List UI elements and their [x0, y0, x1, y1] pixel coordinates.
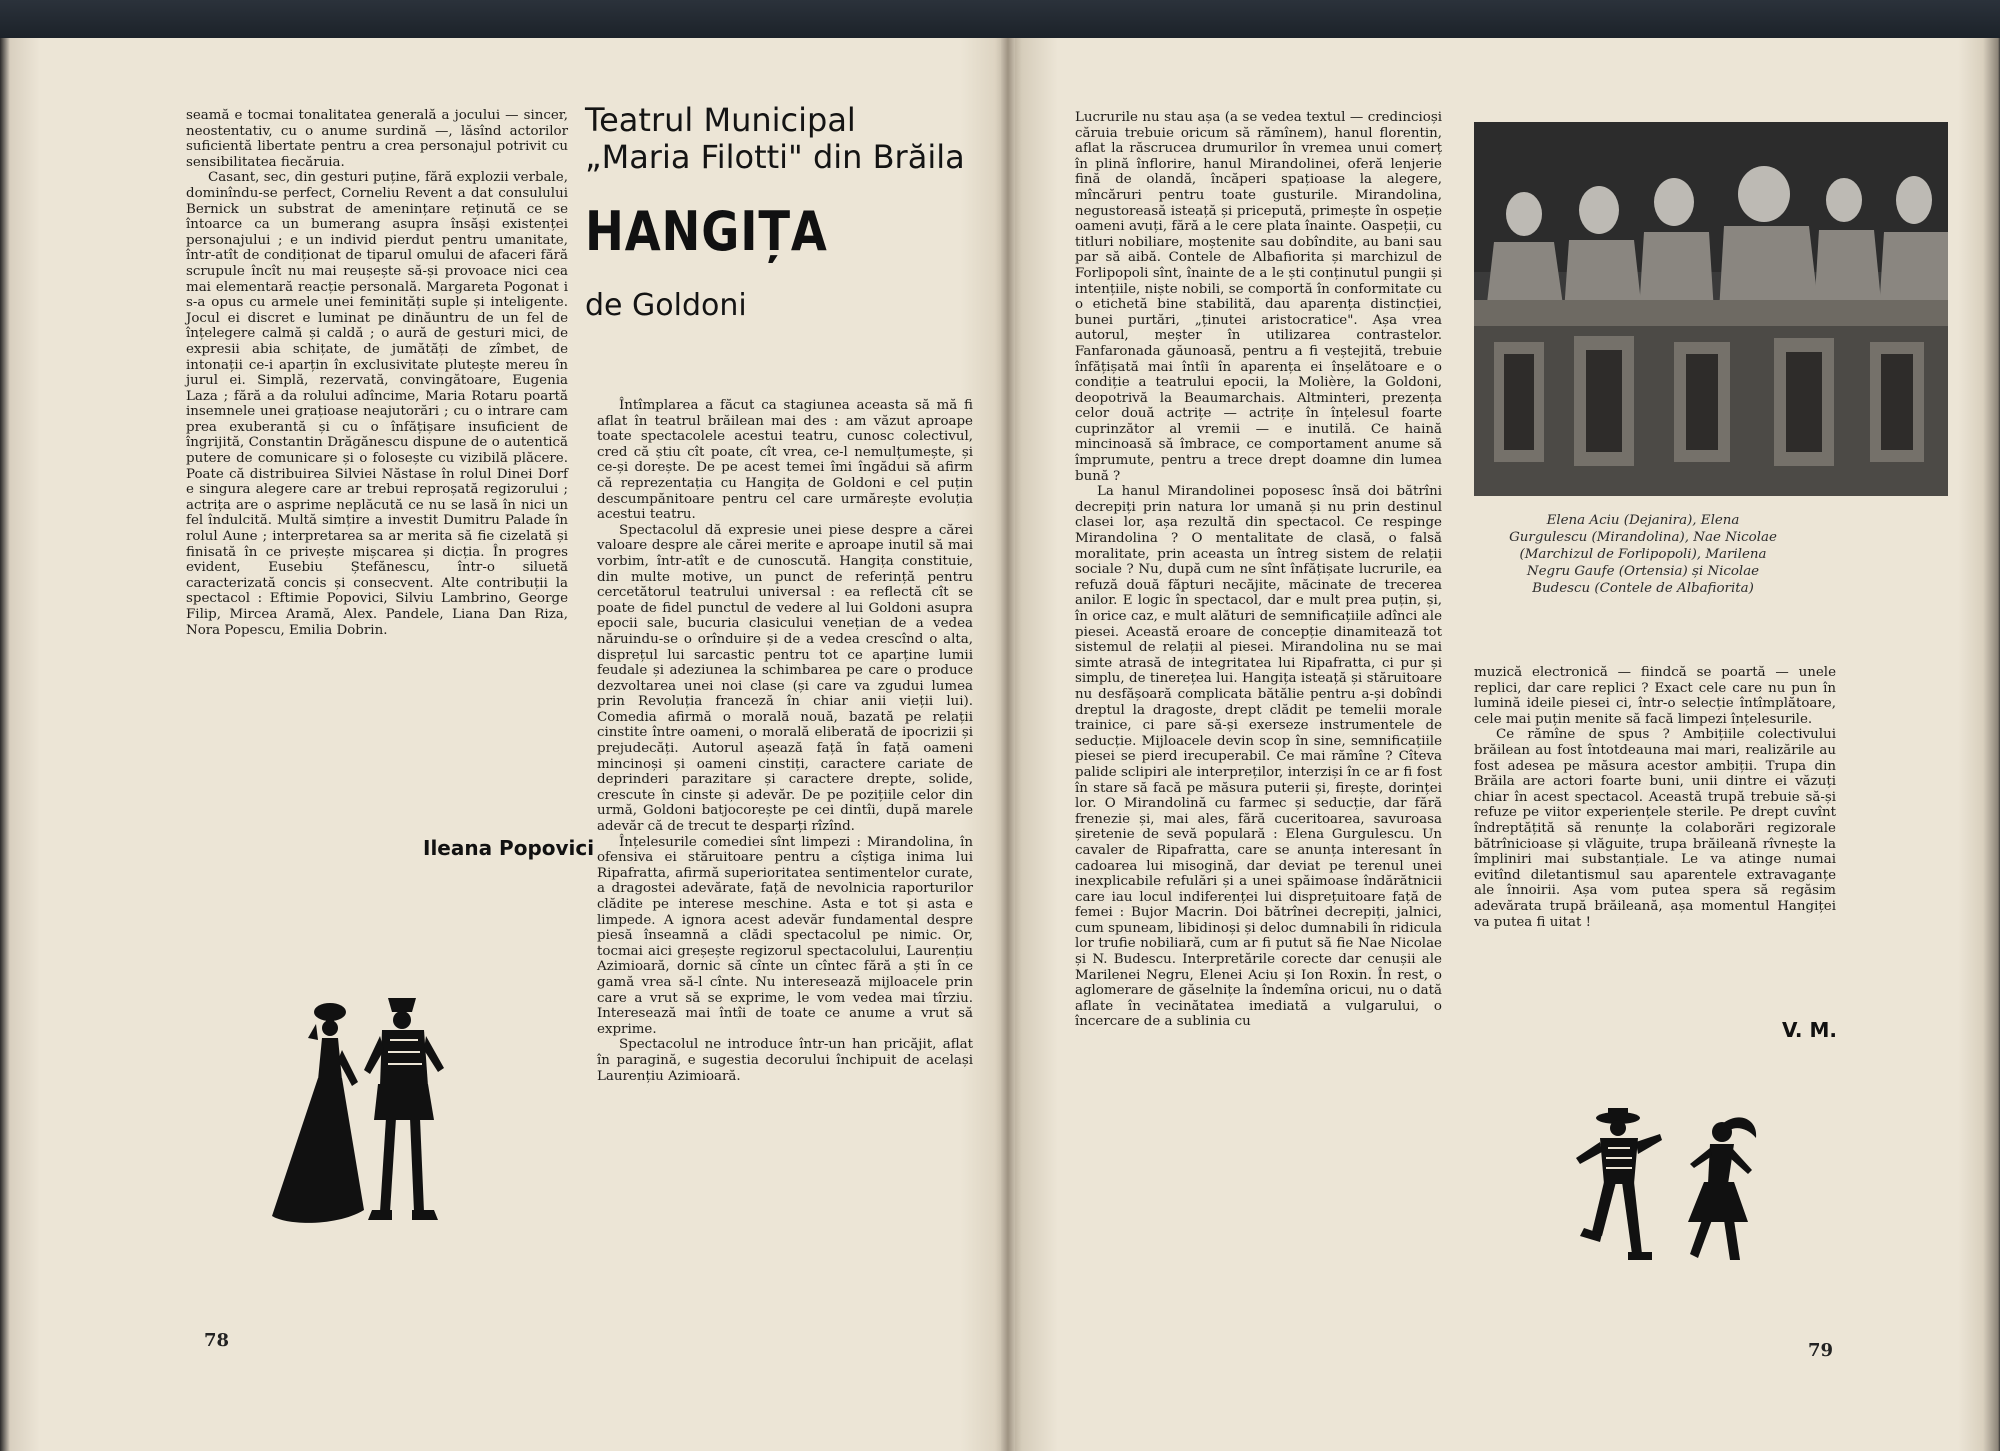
- review-author: Ileana Popovici: [423, 836, 595, 860]
- paragraph: muzică electronică — fiindcă se poartă — unele replici, dar care replici ? Exact cele care nu pun în lumină ideile piesei ci, într-o selecție întîmplătoare, cele mai puțin menite să facă limpezi înțelesurile.: [1474, 665, 1836, 727]
- photo-caption: Elena Aciu (Dejanira), Elena Gurgulescu (Mirandolina), Nae Nicolae (Marchizul de Forlipopoli), Marilena Negru Gaufe (Ortensia) și Nicolae Budescu (Contele de Albafiorita): [1509, 513, 1777, 596]
- theatre-name-line2: „Maria Filotti" din Brăila: [585, 138, 965, 176]
- paragraph: Ce rămîne de spus ? Ambițiile colectivului brăilean au fost întotdeauna mai mari, realizările au fost adesea pe măsura acestor ambiții. Trupa din Brăila are actori foarte buni, unii dintre ei văzuți chiar în acest spectacol. Această trupă trebuie să-și refuze pe viitor experiențele sterile. Pe drept cuvînt îndreptățită să renunțe la colaborări regizorale bătrînicioase și vlăguite, trupa brăileană rîvnește la împliniri mai substanțiale. Le va atinge numai evitînd diletantismul sau aparentele extravaganțe ale înnoirii. Așa vom putea spera să regăsim adevărata trupă brăileană, așa momentul Hangiței va putea fi uitat !: [1474, 727, 1836, 930]
- review-column-text: [597, 398, 973, 1084]
- play-title: HANGIȚA: [585, 200, 828, 263]
- right-column2-text: [1474, 665, 1836, 930]
- paragraph: Înțelesurile comediei sînt limpezi : Mirandolina, în ofensiva ei stăruitoare pentru a cîștiga inima lui Ripafratta, afirmă superioritatea sentimentelor curate, a dragostei adevărate, față de nevolnicia raporturilor clădite pe interese meschine. Asta e tot și asta e limpede. A ignora acest adevăr fundamental despre piesă înseamnă a clădi spectacolul pe nimic. Or, tocmai aici greșește regizorul spectacolului, Laurențiu Azimioară, dornic să cînte un cîntec fără a ști în ce gamă vrea să-l cînte. Nu interesează mijloacele prin care a vrut să se exprime, le vom vedea mai tîrziu. Interesează mai întîi de toate ce anume a vrut să exprime.: [597, 834, 973, 1037]
- review-signature: V. M.: [1782, 1018, 1837, 1042]
- paragraph: Spectacolul dă expresie unei piese despre a cărei valoare despre ale cărei merite e aproape inutil să mai vorbim, într-atît e de cunoscută. Hangița constituie, din multe motive, un punct de referință pentru cercetătorul teatrului universal : ea reflectă cît se poate de fidel punctul de vedere al lui Goldoni asupra epocii sale, bucuria clasicului venețian de a vedea năruindu-se o orînduire și de a vedea crescînd o alta, disprețul lui sarcastic pentru tot ce aparține lumii feudale și adeziunea la schimbarea pe care o produce dezvoltarea unei noi clase (și care va zgudui lumea prin Revoluția franceză în chiar anii vieții lui). Comedia afirmă o morală nouă, bazată pe relații cinstite între oameni, o morală eliberată de ipocrizii și prejudecăți. Autorul așează față în față oameni mincinoși și oameni cinstiți, caractere cariate de deprinderi parazitare și caractere drepte, solide, crescute în cinste și adevăr. De pe pozițiile celor din urmă, Goldoni batjocorește pe cei dintîi, după marele adevăr că de trecut te desparți rîzînd.: [597, 522, 973, 835]
- costume-figures-illustration: [268, 990, 458, 1230]
- paragraph: Lucrurile nu stau așa (a se vedea textul — credincioși căruia trebuie oricum să rămînem), hanul florentin, aflat la răscrucea drumurilor în vremea unui comerț în plină înflorire, hanul Mirandolinei, oferă lenjerie fină de olandă, încăperi spațioase la alegere, mîncăruri pentru toate gusturile. Mirandolina, negustoreasă isteață și pricepută, primește în ospeție oameni avuți, fără a le cere plata înainte. Oaspeții, cu titluri nobiliare, moștenite sau dobîndite, au bani sau par să aibă. Contele de Albafiorita și marchizul de Forlipopoli sînt, înainte de a le ști conținutul pungii și intențiile, niște nobili, se comportă în conformitate cu o etichetă bine stabilită, dau aparența distincției, bunei purtări, „ținutei aristocratice". Așa vrea autorul, meșter în utilizarea contrastelor. Fanfaronada găunoasă, pentru a fi veștejită, trebuie înfățișată mai întîi în aparența ei înșelătoare e o condiție a teatrului epocii, la Molière, la Goldoni, deopotrivă la Beaumarchais. Altminteri, prezența celor două actrițe — actrițe în înțelesul foarte cuprinzător al vremii — e inutilă. Ce haină mincinoasă să îmbrace, ce comportament anume să împrumute, pentru a trece drept doamne din lumea bună ?: [1075, 110, 1442, 484]
- dancing-figures-illustration: [1572, 1104, 1762, 1266]
- play-author: de Goldoni: [585, 288, 747, 323]
- paragraph: seamă e tocmai tonalitatea generală a jocului — sincer, neostentativ, cu o anume surdină —, lăsînd actorilor suficientă libertate pentru a crea personajul potrivit cu sensibilitatea fiecăruia.: [186, 108, 568, 170]
- page-number-right: 79: [1808, 1340, 1834, 1361]
- paragraph: La hanul Mirandolinei poposesc însă doi bătrîni decrepiți prin natura lor umană și nu prin destinul clasei lor, așa rezultă din spectacol. Ce respinge Mirandolina ? O mentalitate de clasă, o falsă moralitate, prin aceasta un întreg sistem de relații sociale ? Nu, după cum ne sînt înfățișate lucrurile, ea refuză două făpturi necăjite, măcinate de trecerea anilor. E logic în spectacol, dar e mult prea puțin, și, în orice caz, e mult alături de semnificațiile adînci ale piesei. Această eroare de concepție dinamitează tot sistemul de relații al piesei. Mirandolina nu se mai simte atrasă de integritatea lui Ripafratta, ci pur și simplu, de tinerețea lui. Hangița isteață și stăruitoare nu desfășoară complicata bătălie pentru a-și dobîndi dreptul la dragoste, drept clădit pe temelii morale trainice, ci pare să-și exerseze instrumentele de seducție. Mijloacele devin scop în sine, semnificațiile piesei se pierd irecuperabil. Ce mai rămîne ? Cîteva palide sclipiri ale interpreților, interziși în ce ar fi fost în stare să facă pe măsura puterii și, firește, dorinței lor. O Mirandolină cu farmec și seducție, dar fără frenezie și, mai ales, fără cuceritoarea, savuroasa șiretenie de sevă populară : Elena Gurgulescu. Un cavaler de Ripafratta, care se anunța interesant în cadoarea lui misogină, dar deviat pe terenul unei inexplicabile refulări și a unei spăimoase îndărătnicii care iau locul indiferenței lui disprețuitoare față de femei : Bujor Macrin. Doi bătrînei decrepiți, jalnici, cum spuneam, libidinoși și deloc dumnabili în ridicula lor trufie nobiliară, cum ar fi putut să fie Nae Nicolae și N. Budescu. Interpretările corecte dar cenușii ale Marilenei Negru, Elenei Aciu și Ion Roxin. În rest, o aglomerare de găselnițe la îndemîna oricui, nu o dată aflate în vecinătatea imediată a vulgarului, o încercare de a sublinia cu: [1075, 484, 1442, 1030]
- stage-photo: [1474, 122, 1948, 496]
- right-column-text: [1075, 110, 1442, 1030]
- book-gutter: [1001, 38, 1015, 1451]
- paragraph: Spectacolul ne introduce într-un han pricăjit, aflat în paragină, e sugestia decorului închipuit de același Laurențiu Azimioară.: [597, 1037, 973, 1084]
- page-number-left: 78: [204, 1330, 230, 1351]
- paragraph: Întîmplarea a făcut ca stagiunea aceasta să mă fi aflat în teatrul brăilean mai des : am văzut aproape toate spectacolele acestui teatru, cunosc colectivul, cred că știu cît poate, cît vrea, ce-l nemulțumește, și ce-și dorește. De pe acest temei îmi îngădui să afirm că reprezentația cu Hangița de Goldoni e cel puțin descumpănitoare pentru cel care urmărește evoluția acestui teatru.: [597, 398, 973, 523]
- book-cover-edge: [0, 0, 2000, 38]
- left-column-text: [186, 108, 568, 638]
- paragraph: Casant, sec, din gesturi puține, fără explozii verbale, dominîndu-se perfect, Corneliu Revent a dat consulului Bernick un substrat de amenințare reținută ce se întoarce ca un bumerang asupra însăși existenței personajului ; e un individ pierdut pentru umanitate, într-atît de condiționat de tiparul omului de afaceri fără scrupule încît nu mai reușește să-și provoace nici cea mai elementară reacție personală. Margareta Pogonat i s-a opus cu armele unei feminități suple și inteligente. Jocul ei discret e luminat pe dinăuntru de un fel de înțelegere calmă și caldă ; o aură de gesturi mici, de expresii abia schițate, de jumătăți de zîmbet, de intonații ce-i aparțin în exclusivitate plutește mereu în jurul ei. Simplă, rezervată, convingătoare, Eugenia Laza ; fără a da rolului adîncime, Maria Rotaru poartă insemnele unei grațioase neajutorări ; cu o intrare cam prea exuberantă și cu o înfățișare insuficient de îngrijită, Constantin Drăgănescu dispune de o autentică putere de comunicare și o folosește cu vizibilă plăcere. Poate că distribuirea Silviei Năstase în rolul Dinei Dorf e singura alegere care ar trebui reproșată regizorului ; actrița are o asprime neplăcută ce nu se lasă în nici un fel îndulcită. Multă simțire a investit Dumitru Palade în rolul Aune ; interpretarea sa ar merita să fie cizelată și finisată în ce privește mișcarea și dicția. În progres evident, Eusebiu Ștefănescu, într-o siluetă caracterizată concis și consecvent. Alte contribuții la spectacol : Eftimie Popovici, Silviu Lambrino, George Filip, Mircea Aramă, Alex. Pandele, Liana Dan Riza, Nora Popescu, Emilia Dobrin.: [186, 170, 568, 638]
- theatre-name-line1: Teatrul Municipal: [585, 101, 856, 139]
